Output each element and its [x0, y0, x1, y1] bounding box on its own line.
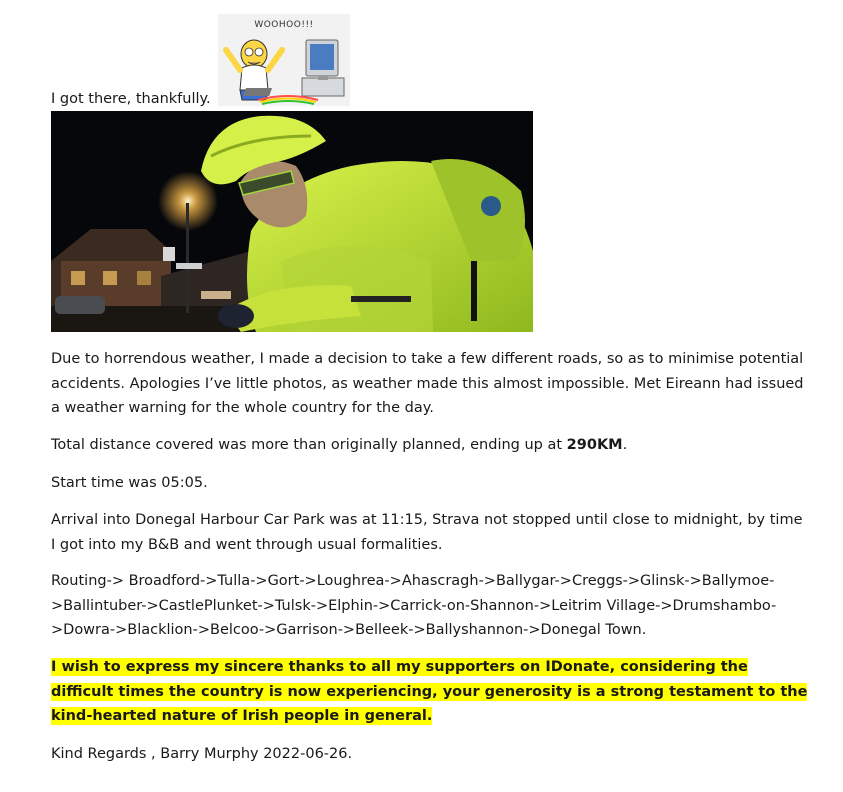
- thanks-paragraph: [51, 655, 811, 729]
- distance-value: 290KM: [566, 437, 623, 453]
- thanks-highlighted-text: I wish to express my sincere thanks to all my supporters on IDonate, considering the difficult times the country is now experiencing, your generosity is a strong testament to the kind-hearted nature of Irish people in general.: [51, 659, 808, 724]
- distance-paragraph: [51, 433, 811, 458]
- signoff-paragraph: Kind Regards , Barry Murphy 2022-06-26.: [51, 746, 353, 762]
- distance-suffix: .: [622, 437, 628, 453]
- clipart-caption: WOOHOO!!!: [254, 20, 314, 30]
- routing-paragraph: Routing-> Broadford->Tulla->Gort->Loughrea->Ahascragh->Ballygar->Creggs->Glinsk->Ballymoe->Ballintuber->CastlePlunket->Tulsk->Elphin->Carrick-on-Shannon->Leitrim Village->Drumshambo->Dowra->Blacklion->Belcoo->Garrison->Belleek->Ballyshannon->Donegal Town.: [51, 573, 777, 638]
- cyclist-photo-illustration: [51, 111, 533, 332]
- start-time-paragraph: Start time was 05:05.: [51, 475, 208, 491]
- weather-paragraph: Due to horrendous weather, I made a decision to take a few different roads, so as to minimise potential accidents. Apologies I’ve little photos, as weather made this almost impossible. Met Eireann had issued a weather warning for the whole country for the day.: [51, 351, 804, 416]
- intro-text: I got there, thankfully.: [51, 91, 211, 107]
- arrival-paragraph: Arrival into Donegal Harbour Car Park was at 11:15, Strava not stopped until close to midnight, by time I got into my B&B and went through usual formalities.: [51, 512, 803, 553]
- distance-prefix: Total distance covered was more than originally planned, ending up at: [51, 437, 567, 453]
- cyclist-night-photo: [51, 111, 533, 332]
- intro-line: [51, 14, 471, 106]
- homer-clipart-image: [218, 14, 350, 106]
